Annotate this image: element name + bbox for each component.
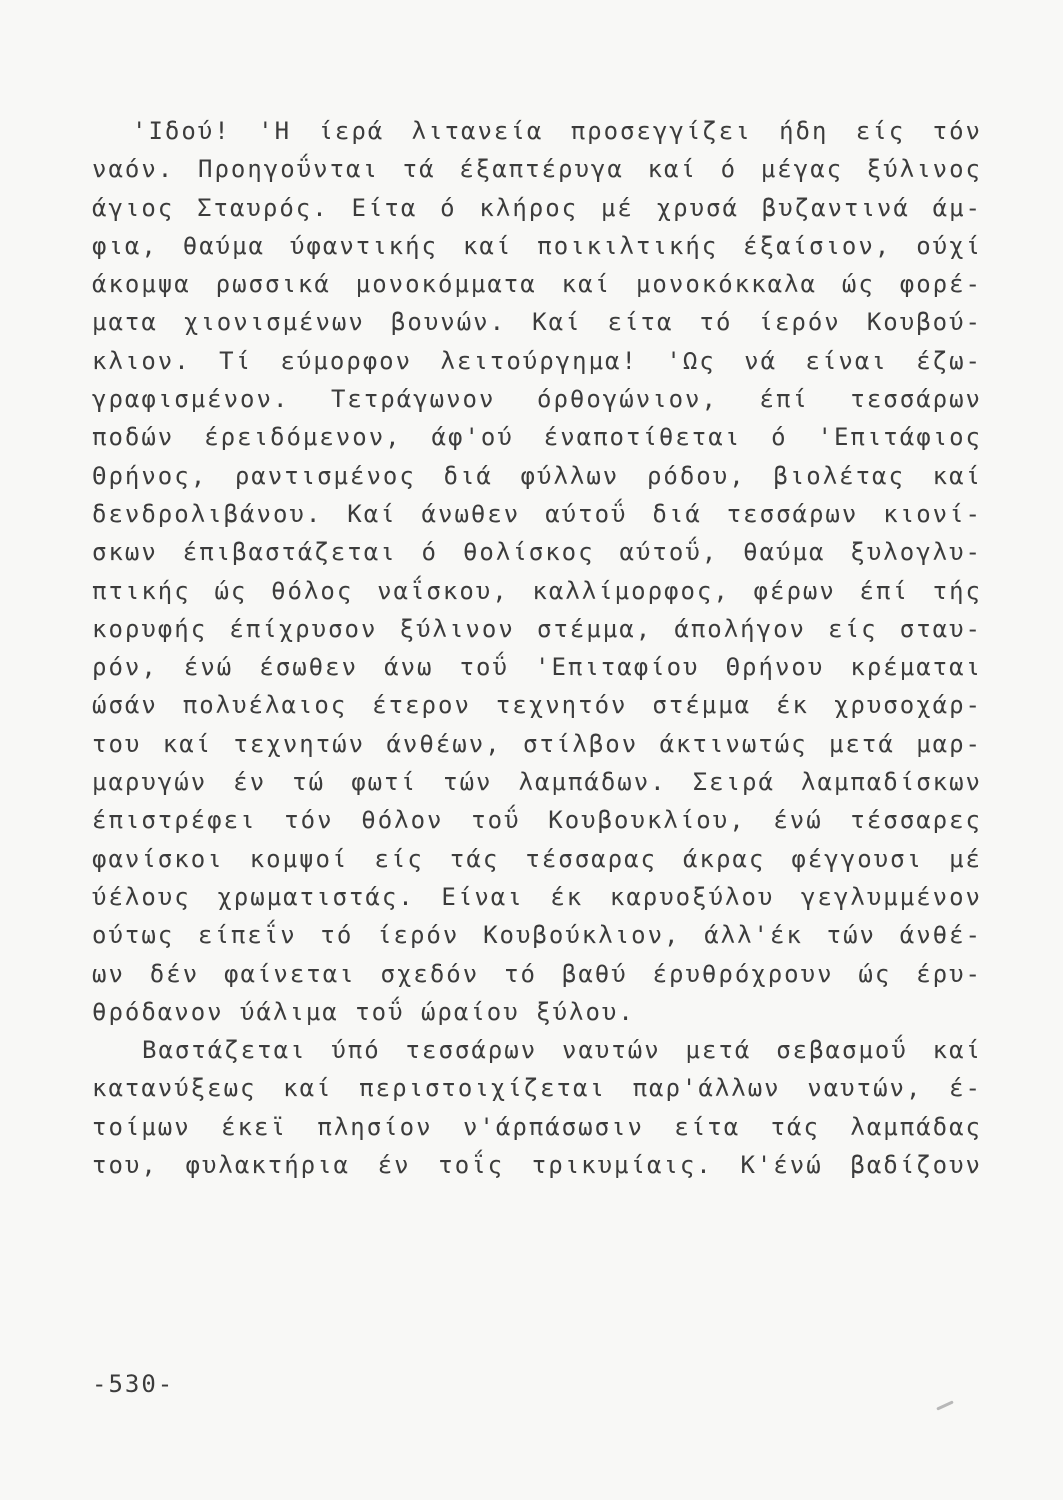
text-line: ώσάν πολυέλαιος έτερον τεχνητόν στέμμα έκ χρυσοχάρ-: [92, 691, 982, 720]
text-line: 'Ιδού! 'Η ίερά λιτανεία προσεγγίζει ήδη είς τόν: [132, 117, 982, 145]
text-line: τοίμων έκεϊ πλησίον ν'άρπάσωσιν είτα τάς λαμπάδας: [92, 1112, 982, 1141]
text-line: Θρήνος, ραντισμένος διά φύλλων ρόδου, βιολέτας καί: [92, 461, 982, 490]
ink-mark: [936, 1400, 954, 1410]
text-line: ων δέν φαίνεται σχεδόν τό βαθύ έρυθρόχρουν ώς έρυ-: [92, 959, 982, 988]
text-line: θρόδανον ύάλιμα τοΰ ώραίου ξύλου.: [92, 997, 635, 1026]
text-line: ποδών έρειδόμενον, άφ'ού έναποτίθεται ό 'Επιτάφιος: [92, 423, 982, 452]
text-line: Βαστάζεται ύπό τεσσάρων ναυτών μετά σεβασμοΰ καί: [142, 1036, 982, 1065]
text-line: κατανύξεως καί περιστοιχίζεται παρ'άλλων ναυτών, έ-: [92, 1074, 982, 1103]
text-line: πτικής ώς θόλος ναΐσκου, καλλίμορφος, φέρων έπί τής: [92, 576, 982, 605]
text-line: άγιος Σταυρός. Είτα ό κλήρος μέ χρυσά βυζαντινά άμ-: [92, 193, 982, 222]
text-line: ναόν. Προηγοΰνται τά έξαπτέρυγα καί ό μέγας ξύλινος: [92, 155, 982, 184]
body-text: [92, 112, 982, 1184]
text-line: φανίσκοι κομψοί είς τάς τέσσαρας άκρας φέγγουσι μέ: [92, 844, 982, 873]
text-line: ματα χιονισμένων βουνών. Καί είτα τό ίερόν Κουβού-: [92, 308, 982, 337]
text-line: σκων έπιβαστάζεται ό θολίσκος αύτοΰ, θαύμα ξυλογλυ-: [92, 538, 982, 567]
text-line: δενδρολιβάνου. Καί άνωθεν αύτοΰ διά τεσσάρων κιονί-: [92, 499, 982, 528]
text-line: του καί τεχνητών άνθέων, στίλβον άκτινωτώς μετά μαρ-: [92, 729, 982, 758]
text-line: ρόν, ένώ έσωθεν άνω τοΰ 'Επιταφίου Θρήνου κρέμαται: [92, 653, 982, 682]
text-line: φια, θαύμα ύφαντικής καί ποικιλτικής έξαίσιον, ούχί: [92, 231, 982, 260]
text-line: κλιον. Τί εύμορφον λειτούργημα! 'Ως νά είναι έζω-: [92, 346, 982, 375]
text-line: μαρυγών έν τώ φωτί τών λαμπάδων. Σειρά λαμπαδίσκων: [92, 768, 982, 797]
text-line: ύέλους χρωματιστάς. Είναι έκ καρυοξύλου γεγλυμμένον: [92, 882, 982, 911]
text-line: ούτως είπεΐν τό ίερόν Κουβούκλιον, άλλ'έκ τών άνθέ-: [92, 921, 982, 950]
text-line: κορυφής έπίχρυσον ξύλινον στέμμα, άπολήγον είς σταυ-: [92, 614, 982, 643]
text-line: έπιστρέφει τόν θόλον τοΰ Κουβουκλίου, ένώ τέσσαρες: [92, 806, 982, 835]
text-line: του, φυλακτήρια έν τοΐς τρικυμίαις. Κ'ένώ βαδίζουν: [92, 1151, 982, 1180]
page-number: -530-: [92, 1370, 175, 1398]
text-line: γραφισμένον. Τετράγωνον όρθογώνιον, έπί τεσσάρων: [92, 385, 982, 414]
text-line: άκομψα ρωσσικά μονοκόμματα καί μονοκόκκαλα ώς φορέ-: [92, 270, 982, 299]
